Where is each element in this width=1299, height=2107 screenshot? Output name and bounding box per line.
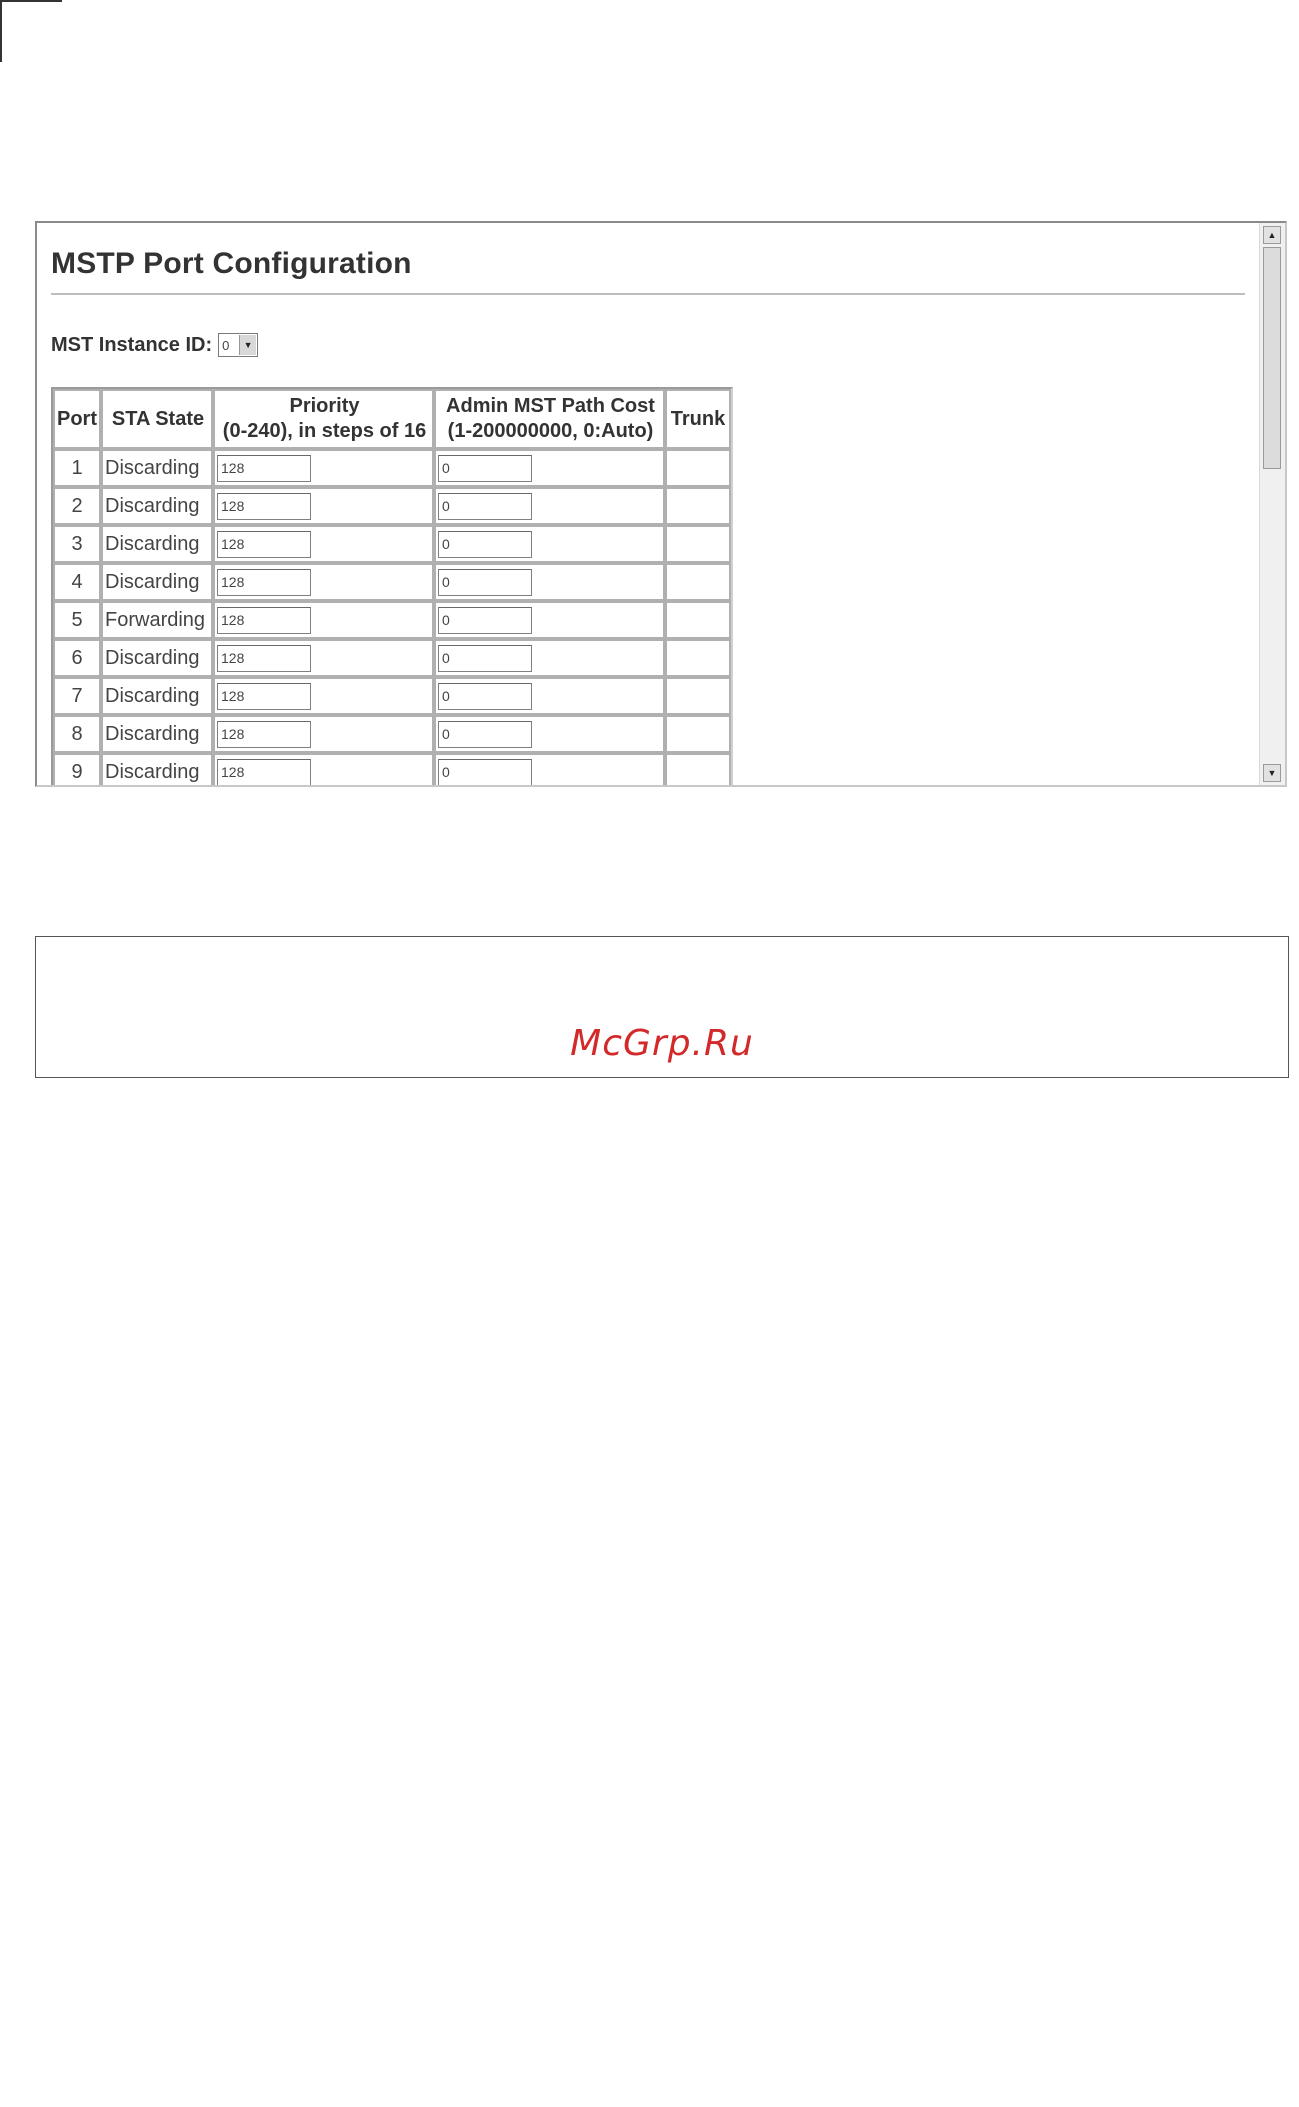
path-cost-input[interactable] [438, 531, 532, 558]
table-row [53, 753, 731, 785]
header-sta-state: STA State [101, 389, 213, 449]
priority-cell [213, 753, 434, 785]
sta-state: Discarding [101, 639, 213, 677]
title-divider [51, 293, 1245, 295]
path-cost-cell [434, 601, 665, 639]
port-number: 6 [53, 639, 101, 677]
trunk-cell [665, 753, 731, 785]
header-path-cost-range: (1-200000000, 0:Auto) [447, 420, 654, 442]
trunk-cell [665, 639, 731, 677]
sta-state: Discarding [101, 753, 213, 785]
priority-input[interactable] [217, 721, 311, 748]
crop-mark-horizontal [0, 0, 62, 2]
header-path-cost [434, 389, 665, 449]
path-cost-input[interactable] [438, 721, 532, 748]
path-cost-input[interactable] [438, 493, 532, 520]
watermark-box [35, 936, 1289, 1078]
priority-input[interactable] [217, 645, 311, 672]
path-cost-cell [434, 677, 665, 715]
header-path-cost-title: Admin MST Path Cost [446, 395, 655, 417]
port-rows [53, 449, 731, 785]
path-cost-cell [434, 525, 665, 563]
sta-state: Discarding [101, 525, 213, 563]
path-cost-input[interactable] [438, 683, 532, 710]
sta-state: Discarding [101, 449, 213, 487]
path-cost-cell [434, 487, 665, 525]
chevron-down-icon[interactable]: ▼ [239, 335, 256, 355]
trunk-cell [665, 563, 731, 601]
port-number: 1 [53, 449, 101, 487]
port-number: 7 [53, 677, 101, 715]
trunk-cell [665, 525, 731, 563]
scrollbar-thumb[interactable] [1263, 247, 1281, 469]
port-number: 8 [53, 715, 101, 753]
sta-state: Discarding [101, 715, 213, 753]
header-priority [213, 389, 434, 449]
sta-state: Discarding [101, 677, 213, 715]
mst-instance-value: 0 [222, 337, 230, 353]
browser-frame [35, 221, 1287, 787]
path-cost-cell [434, 715, 665, 753]
priority-input[interactable] [217, 683, 311, 710]
table-header-row [53, 389, 731, 449]
trunk-cell [665, 449, 731, 487]
table-row [53, 677, 731, 715]
table-row [53, 601, 731, 639]
trunk-cell [665, 677, 731, 715]
port-config-table [51, 387, 733, 785]
priority-input[interactable] [217, 493, 311, 520]
header-port: Port [53, 389, 101, 449]
table-row [53, 449, 731, 487]
path-cost-cell [434, 563, 665, 601]
path-cost-input[interactable] [438, 759, 532, 786]
header-priority-range: (0-240), in steps of 16 [222, 420, 427, 442]
port-number: 9 [53, 753, 101, 785]
header-trunk: Trunk [665, 389, 731, 449]
path-cost-cell [434, 639, 665, 677]
priority-cell [213, 715, 434, 753]
watermark-text: McGrp.Ru [570, 1023, 754, 1064]
path-cost-cell [434, 449, 665, 487]
path-cost-input[interactable] [438, 645, 532, 672]
priority-cell [213, 487, 434, 525]
priority-input[interactable] [217, 455, 311, 482]
mst-instance-label: MST Instance ID: [51, 333, 213, 356]
priority-cell [213, 525, 434, 563]
table-row [53, 639, 731, 677]
page-content [37, 223, 1259, 785]
path-cost-cell [434, 753, 665, 785]
path-cost-input[interactable] [438, 569, 532, 596]
priority-cell [213, 449, 434, 487]
arrow-up-icon[interactable]: ▲ [1263, 226, 1281, 244]
path-cost-input[interactable] [438, 455, 532, 482]
priority-cell [213, 563, 434, 601]
port-number: 2 [53, 487, 101, 525]
table-row [53, 563, 731, 601]
priority-cell [213, 677, 434, 715]
mst-instance-row [51, 333, 258, 357]
sta-state: Discarding [101, 563, 213, 601]
priority-cell [213, 639, 434, 677]
table-row [53, 525, 731, 563]
sta-state: Forwarding [101, 601, 213, 639]
trunk-cell [665, 715, 731, 753]
crop-mark-vertical [0, 0, 2, 62]
priority-input[interactable] [217, 569, 311, 596]
port-number: 5 [53, 601, 101, 639]
arrow-down-icon[interactable]: ▼ [1263, 764, 1281, 782]
table-row [53, 715, 731, 753]
priority-input[interactable] [217, 531, 311, 558]
port-number: 3 [53, 525, 101, 563]
table-row [53, 487, 731, 525]
trunk-cell [665, 601, 731, 639]
header-priority-title: Priority [289, 395, 360, 417]
mst-instance-select[interactable] [218, 333, 258, 357]
priority-input[interactable] [217, 607, 311, 634]
sta-state: Discarding [101, 487, 213, 525]
path-cost-input[interactable] [438, 607, 532, 634]
page-title: MSTP Port Configuration [51, 247, 412, 280]
vertical-scrollbar[interactable] [1259, 223, 1285, 785]
priority-input[interactable] [217, 759, 311, 786]
port-number: 4 [53, 563, 101, 601]
trunk-cell [665, 487, 731, 525]
priority-cell [213, 601, 434, 639]
